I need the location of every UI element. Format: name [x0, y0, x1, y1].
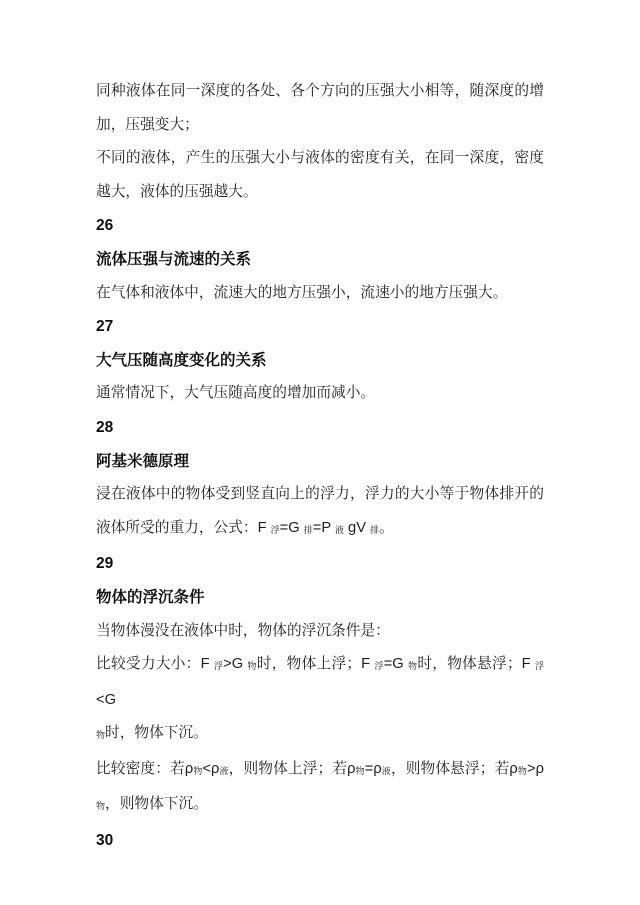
text-segment: =ρ — [364, 760, 382, 777]
text-segment: 30 — [96, 832, 114, 850]
section-heading — [96, 344, 544, 378]
text-segment: 大气压随高度变化的关系 — [96, 351, 267, 369]
text-segment: 。 — [379, 519, 394, 536]
text-segment: >ρ — [527, 760, 544, 777]
body-line — [96, 717, 544, 753]
text-segment: =P — [312, 519, 335, 536]
subscript-char: 液 — [219, 765, 229, 776]
text-segment: 在气体和液体中，流速大的地方压强小，流速小的地方压强大。 — [96, 284, 508, 301]
section-heading — [96, 445, 544, 479]
text-segment: 加，压强变大； — [96, 116, 199, 133]
subscript-char: 排 — [370, 524, 380, 535]
body-line — [96, 75, 544, 109]
section-number — [96, 209, 544, 243]
subscript-char: 液 — [334, 524, 344, 535]
text-segment: 流体压强与流速的关系 — [96, 250, 252, 268]
body-line — [96, 648, 544, 717]
text-segment: =G — [383, 656, 409, 673]
text-segment: 时，物体悬浮；F — [417, 656, 535, 673]
text-segment: 27 — [96, 318, 114, 336]
subscript-char: 物 — [96, 801, 106, 812]
section-number — [96, 310, 544, 344]
subscript-char: 物 — [408, 661, 418, 672]
body-line — [96, 478, 544, 512]
subscript-char: 物 — [96, 730, 106, 741]
text-segment: 28 — [96, 418, 114, 436]
subscript-char: 物 — [247, 661, 257, 672]
subscript-char: 液 — [381, 765, 391, 776]
text-segment: 越大，液体的压强越大。 — [96, 183, 258, 200]
text-segment: 通常情况下，大气压随高度的增加而减小。 — [96, 385, 376, 402]
text-segment: 时，物体上浮；F — [256, 656, 375, 673]
body-line — [96, 109, 544, 143]
text-segment: 阿基米德原理 — [96, 452, 190, 470]
body-line — [96, 142, 544, 176]
body-line — [96, 512, 544, 548]
body-line — [96, 615, 544, 649]
text-segment: 液体所受的重力，公式：F — [96, 519, 271, 536]
subscript-char: 物 — [517, 765, 528, 776]
text-segment: ，则物体下沉。 — [105, 796, 208, 813]
text-segment: 浸在液体中的物体受到竖直向上的浮力，浮力的大小等于物体排开的 — [96, 486, 544, 503]
text-segment: 时，物体下沉。 — [105, 725, 208, 742]
text-segment: 比较密度：若ρ — [96, 760, 194, 777]
text-segment: 同种液体在同一深度的各处、各个方向的压强大小相等，随深度的增 — [96, 83, 544, 99]
subscript-char: 浮 — [534, 661, 544, 672]
body-line — [96, 753, 544, 789]
notes-text-block — [96, 75, 544, 858]
text-segment: 26 — [96, 217, 114, 235]
section-number — [96, 411, 544, 445]
text-segment: ，则物体悬浮；若ρ — [390, 760, 518, 777]
text-segment: 29 — [96, 555, 114, 573]
section-number — [96, 824, 544, 858]
section-heading — [96, 581, 544, 615]
section-number — [96, 547, 544, 581]
text-segment: >G — [223, 656, 248, 673]
subscript-char: 浮 — [270, 524, 280, 535]
subscript-char: 物 — [355, 765, 365, 776]
text-segment: 当物体漫没在液体中时，物体的浮沉条件是： — [96, 622, 390, 639]
text-segment: 比较受力大小：F — [96, 656, 214, 673]
text-segment: 物体的浮沉条件 — [96, 588, 205, 606]
text-segment: 不同的液体，产生的压强大小与液体的密度有关，在同一深度，密度 — [96, 150, 544, 167]
text-segment: ，则物体上浮；若ρ — [228, 760, 356, 777]
subscript-char: 浮 — [374, 661, 384, 672]
body-line — [96, 277, 544, 311]
text-segment: gV — [343, 519, 371, 536]
text-segment: <G — [96, 691, 117, 708]
subscript-char: 浮 — [213, 661, 224, 672]
body-line — [96, 377, 544, 411]
section-heading — [96, 243, 544, 277]
text-segment: <ρ — [202, 760, 220, 777]
subscript-char: 物 — [193, 765, 203, 776]
subscript-char: 排 — [303, 524, 313, 535]
body-line — [96, 788, 544, 824]
body-line — [96, 176, 544, 210]
text-segment: =G — [279, 519, 304, 536]
